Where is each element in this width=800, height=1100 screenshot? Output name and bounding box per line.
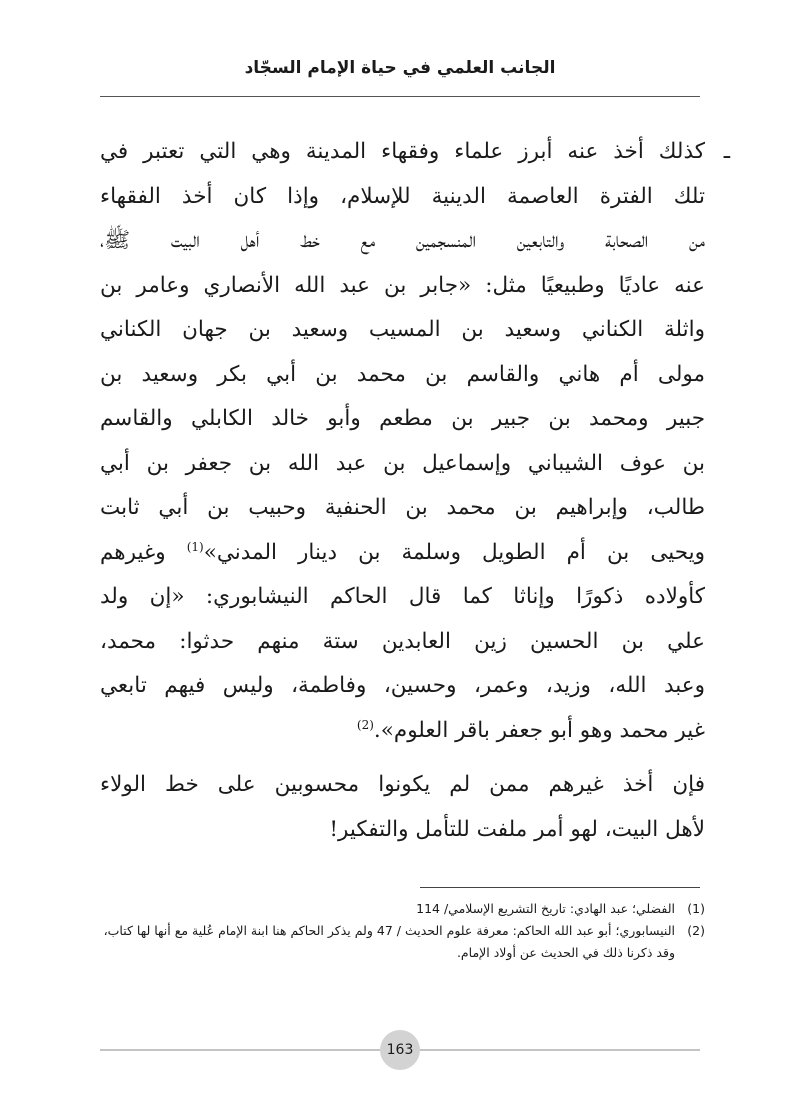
text-line: بن عوف الشيباني وإسماعيل بن عبد الله بن جعفر بن أبي [100, 450, 705, 476]
text-line-with-ref [100, 709, 705, 754]
footnote-text: النيسابوري؛ أبو عبد الله الحاكم: معرفة علوم الحديث / 47 ولم يذكر الحاكم هنا ابنة الإمام عُلية مع أنها لها كتاب، وقد ذكرنا ذلك في الحديث عن أولاد الإمام. [103, 923, 675, 960]
main-text [100, 130, 730, 852]
text-line: جبير ومحمد بن جبير بن مطعم وأبو خالد الكابلي والقاسم [100, 406, 705, 431]
text-segment: ويحيى بن أم الطويل وسلمة بن دينار المدني» [203, 539, 705, 565]
footnote-ref-2[interactable]: (2) [356, 717, 374, 732]
text-segment: غير محمد وهو أبو جعفر باقر العلوم». [373, 717, 705, 743]
text-line: من الصحابة والتابعين المنسجمين مع خط أهل البيت ﷺ، [100, 228, 705, 253]
header-divider [100, 96, 700, 97]
footnote-text: الفضلي؛ عبد الهادي: تاريخ التشريع الإسلامي/ 114 [416, 901, 675, 916]
text-line: مولى أم هاني والقاسم بن محمد بن أبي بكر وسعيد بن [100, 361, 705, 387]
text-line: طالب، وإبراهيم بن محمد بن الحنفية وحبيب بن أبي ثابت [100, 495, 705, 520]
page-footer [100, 1030, 700, 1070]
text-line: تلك الفترة العاصمة الدينية للإسلام، وإذا كان أخذ الفقهاء [100, 183, 705, 209]
footnote-number: (1) [687, 901, 705, 916]
footnote-ref-1[interactable]: (1) [186, 539, 204, 554]
text-line: لأهل البيت، لهو أمر ملفت للتأمل والتفكير! [329, 816, 705, 842]
text-line: كأولاده ذكورًا وإناثا كما قال الحاكم النيشابوري: «إن ولد [100, 584, 705, 609]
page-number: 163 [380, 1030, 420, 1070]
paragraph-dash: ـ [723, 139, 730, 164]
text-line: وعبد الله، وزيد، وعمر، وحسين، وفاطمة، وليس فيهم تابعي [100, 673, 705, 698]
footnote-1 [100, 898, 705, 920]
paragraph-1 [100, 130, 730, 753]
text-segment: وغيرهم [100, 539, 187, 565]
footnotes [100, 898, 705, 964]
text-line: واثلة الكناني وسعيد بن المسيب وسعيد بن جهان الكناني [100, 317, 705, 342]
text-line-with-ref [100, 531, 705, 576]
footnote-divider [420, 887, 700, 888]
footnote-number: (2) [687, 923, 705, 938]
paragraph-2 [100, 763, 705, 852]
text-line: عنه عاديًا وطبيعيًا مثل: «جابر بن عبد الله الأنصاري وعامر بن [100, 272, 705, 298]
footnote-2 [100, 920, 705, 964]
text-line: فإن أخذ غيرهم ممن لم يكونوا محسوبين على خط الولاء [100, 772, 705, 797]
text-line: علي بن الحسين زين العابدين ستة منهم حدثوا: محمد، [100, 628, 705, 654]
text-line: كذلك أخذ عنه أبرز علماء وفقهاء المدينة وهي التي تعتبر في [100, 139, 705, 164]
running-header: الجانب العلمي في حياة الإمام السجّاد [244, 58, 556, 78]
